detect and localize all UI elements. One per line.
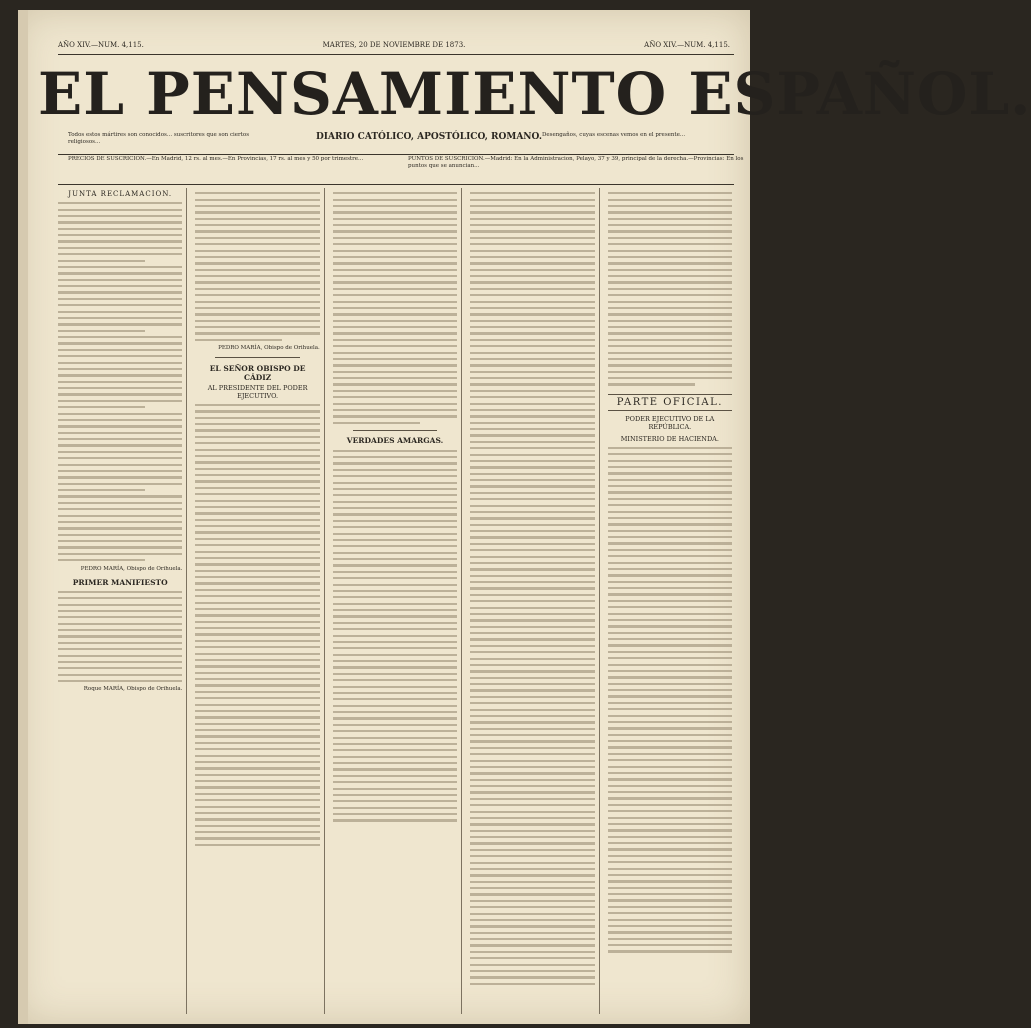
masthead-title: EL PENSAMIENTO ESPAÑOL. (38, 60, 1031, 128)
columns-rule (58, 184, 734, 185)
issue-right: AÑO XIV.—NUM. 4,115. (644, 41, 730, 49)
column-1-signature-1: PEDRO MARÍA, Obispo de Orihuela. (80, 565, 183, 572)
column-5-subtitle-1: PODER EJECUTIVO DE LA REPÚBLICA. (625, 414, 715, 431)
article-columns (58, 188, 736, 1014)
issue-date: MARTES, 20 DE NOVIEMBRE DE 1873. (322, 41, 466, 49)
column-5-text (608, 192, 732, 1018)
column-5-official-title: PARTE OFICIAL. (608, 394, 732, 411)
column-4 (470, 188, 599, 1014)
column-1-title: JUNTA RECLAMACION. (68, 190, 173, 198)
header-rule (58, 54, 734, 55)
column-1-section: PRIMER MANIFIESTO (72, 577, 168, 587)
column-5-subtitle-2: MINISTERIO DE HACIENDA. (620, 434, 719, 443)
subscription-points: PUNTOS DE SUSCRICION.—Madrid: En la Administracion, Pelayo, 37 y 39, principal de la derecha.—Provincias: En los puntos que se anuncian... (408, 156, 744, 169)
column-2 (195, 188, 324, 1014)
subhead-right: Desengaños, cuyas escenas vemos en el presente... (542, 132, 686, 138)
subhead-rule (58, 154, 734, 155)
subhead-left: Todos estos mártires son conocidos... suscritores que son ciertos religiosos... (68, 132, 250, 145)
column-5 (608, 188, 736, 1014)
subhead-center: DIARIO CATÓLICO, APOSTÓLICO, ROMANO. (316, 132, 542, 142)
column-2-subtitle: AL PRESIDENTE DEL PODER EJECUTIVO. (207, 383, 308, 400)
column-3 (333, 188, 462, 1014)
column-3-text (333, 192, 457, 1018)
subscription-info (54, 156, 744, 182)
subscription-prices: PRECIOS DE SUSCRICION.—En Madrid, 12 rs. al mes.—En Provincias, 17 rs. al mes y 50 por trimestre... (68, 156, 364, 162)
column-2-section: EL SEÑOR OBISPO DE CÁDIZ (209, 363, 306, 382)
column-2-signature: PEDRO MARÍA, Obispo de Orihuela. (218, 345, 320, 352)
column-2-text (195, 192, 319, 1018)
subhead (54, 130, 734, 154)
page-spine (18, 10, 28, 1024)
column-1 (58, 188, 187, 1014)
column-1-text (58, 202, 182, 1028)
column-4-text (470, 192, 594, 1018)
newspaper-page (18, 10, 1031, 1024)
header-line (58, 38, 730, 52)
column-1-signature-2: Roque MARÍA, Obispo de Orihuela. (83, 686, 183, 693)
column-3-section: VERDADES AMARGAS. (346, 436, 444, 446)
issue-left: AÑO XIV.—NUM. 4,115. (58, 41, 144, 49)
